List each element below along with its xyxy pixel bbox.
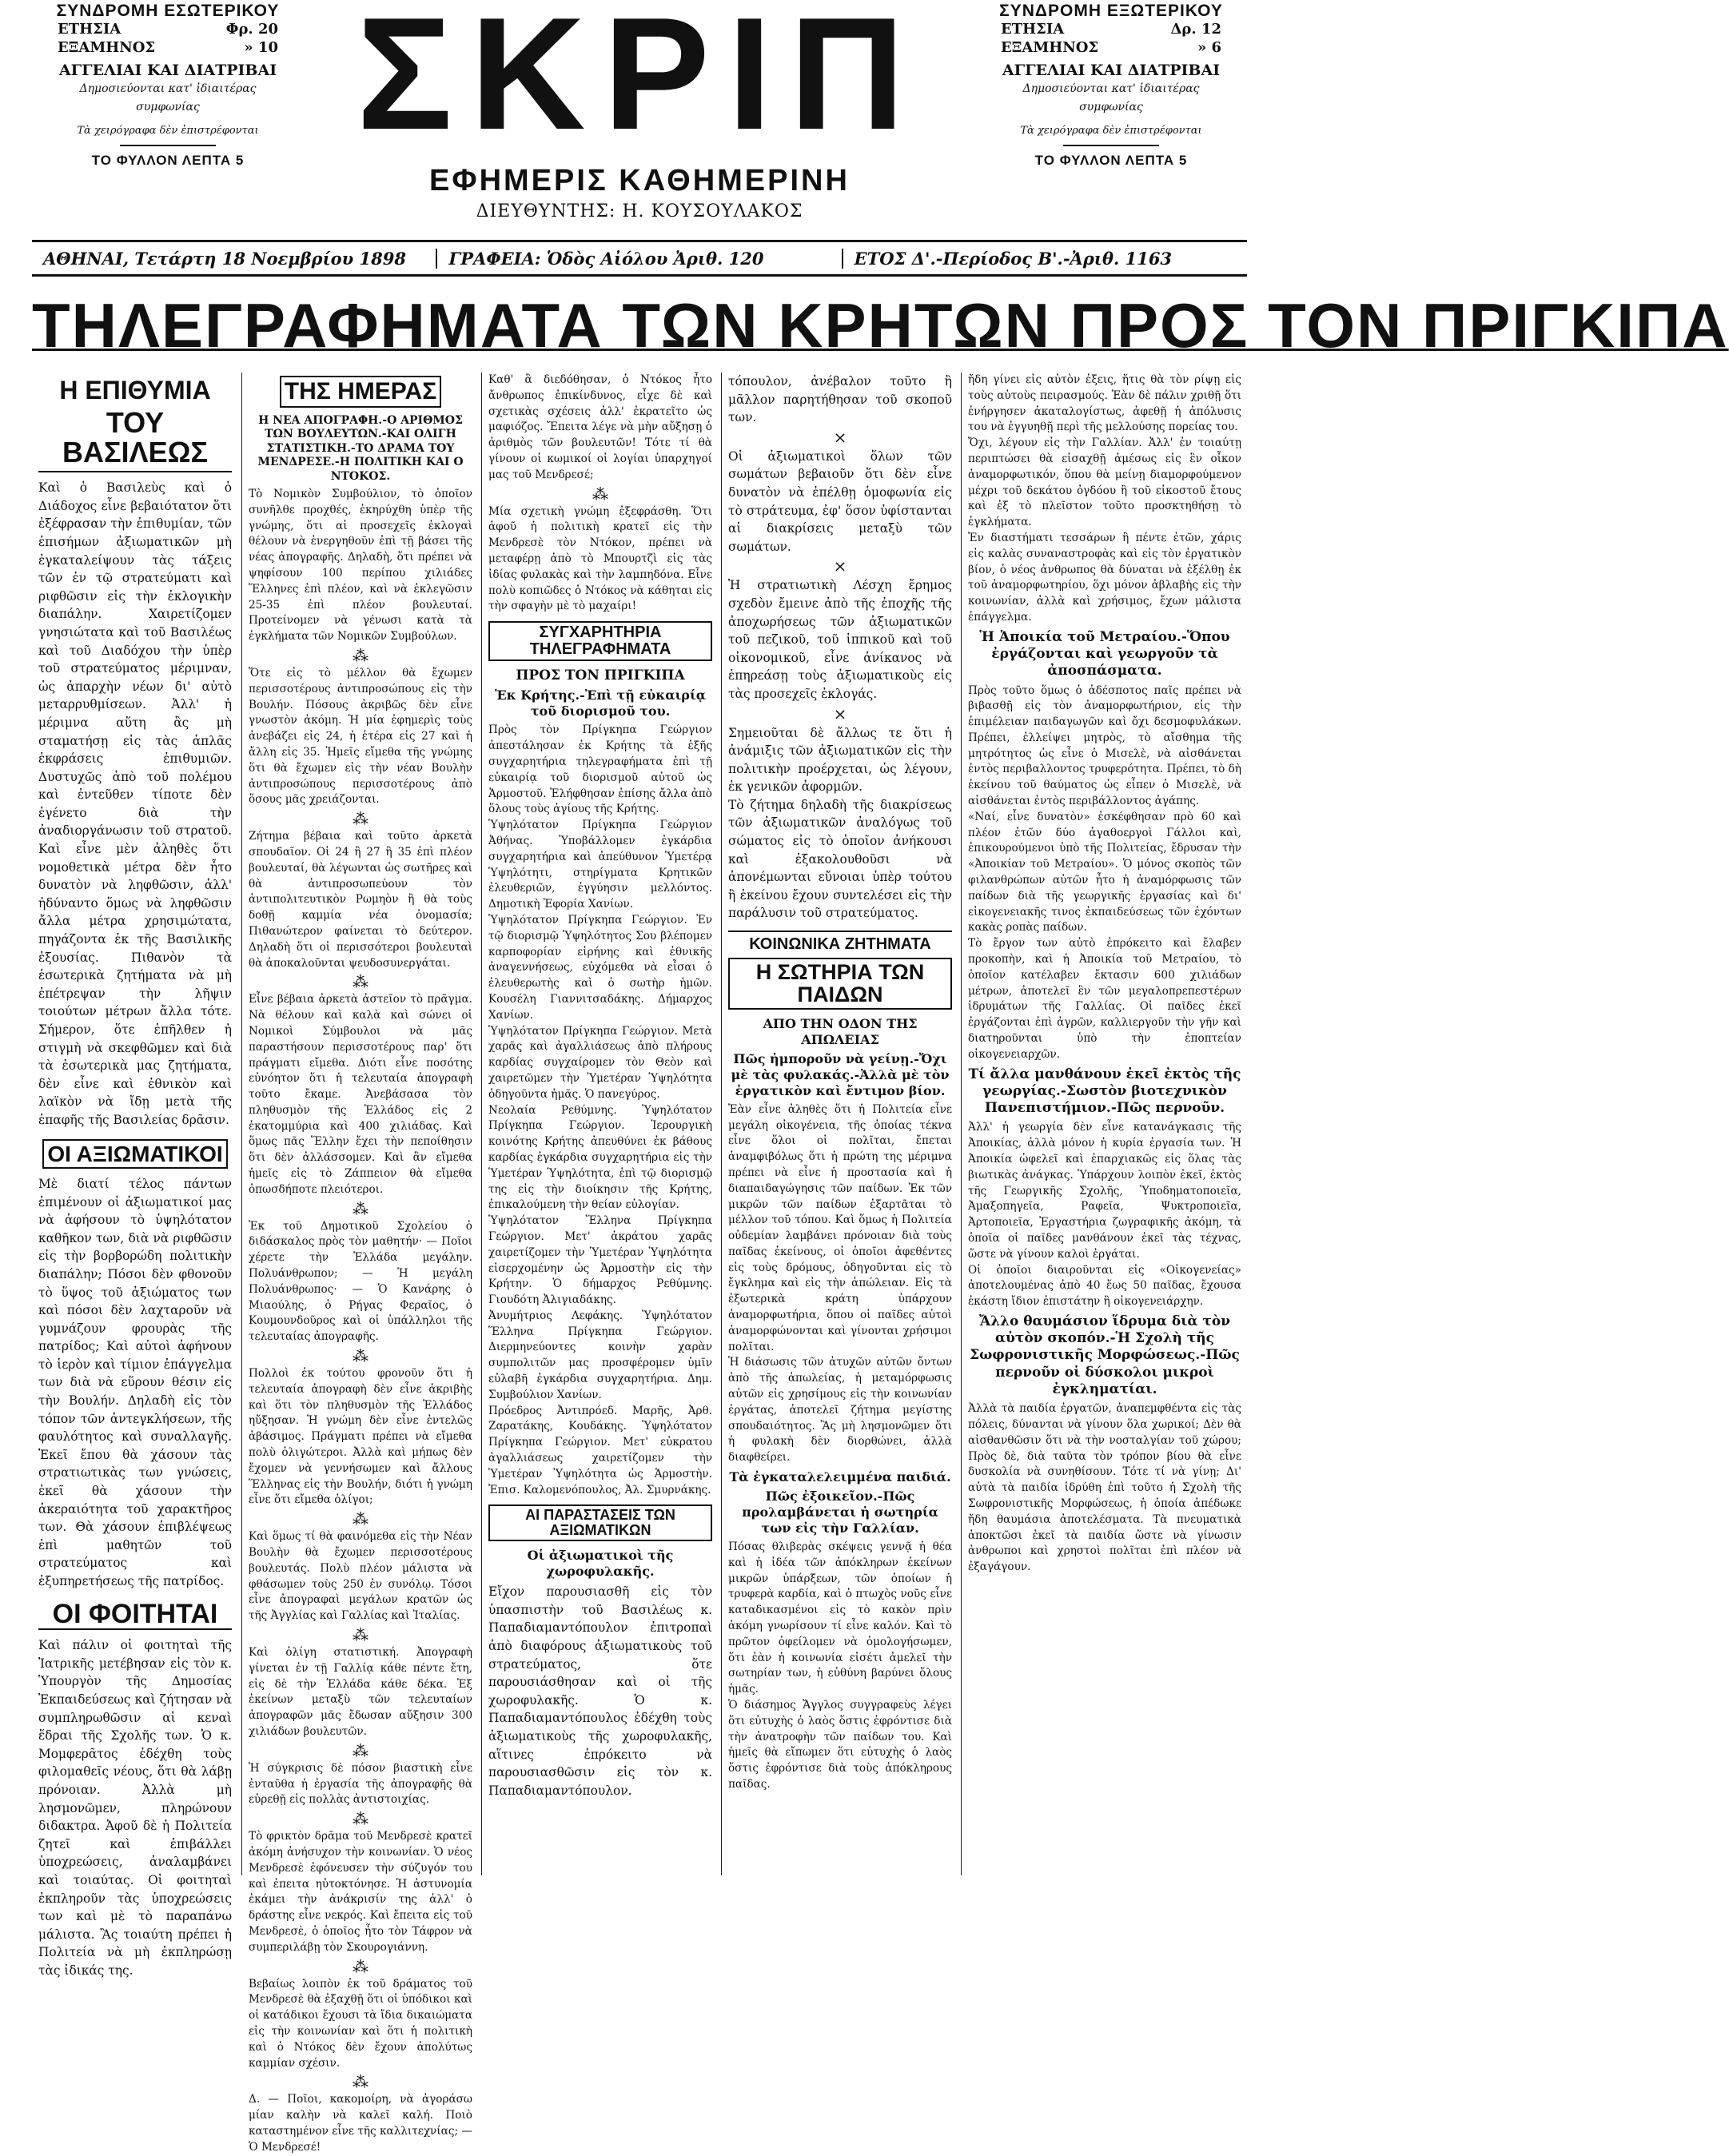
annual-label: ΕΤΗΣΙΑ xyxy=(58,21,122,38)
article-text: ἤδη γίνει εἰς αὐτὸν ἐξεις, ἥτις θὰ τὸν ρίψῃ εἰς τοὺς αὐτοὺς πειρασμούς. Ἐὰν δὲ πάλιν χριθῇ ὅτι ἐνήργησεν ἀκαταλογίστως, ἀφεθῇ ἡ ἀπόλυσις του νὰ ἐγγυηθῇ περὶ τῆς μελλούσης πορείας του. xyxy=(968,373,1241,434)
section-ornament: ⁂ xyxy=(353,1809,369,1829)
manuscripts-note-left: Τὰ χειρόγραφα δὲν ἐπιστρέφονται xyxy=(77,125,259,137)
section-ornament: ⁂ xyxy=(353,972,369,992)
article-text: Τὸ φρικτὸν δρᾶμα τοῦ Μενδρεσὲ κρατεῖ ἀκόμη ἀνήσυχον τὴν κοινωνίαν. Ὁ νέος Μενδρεσὲ ἐφόνευσεν τὴν σύζυγόν του καὶ ἐπειτα ηὐτοκτόνησε. Ἡ ἀστυνομία ἐκάμει τὴν ἀνάκρισίν της ἀλλ' ὁ δράστης εἶνε νεκρός. Καὶ ἔπειτα εἰς τοῦ Μενδρεσὲ, ὁ ὁποῖος ἦτο τὸν Τάφρον νὰ συμπεριλάβῃ τὸν Σκουρογιάννη. xyxy=(249,1830,472,1954)
section-ornament: ⁂ xyxy=(353,809,369,829)
article-heading: Η ΕΠΙΘΥΜΙΑ xyxy=(59,376,211,404)
article-text: Μὲ διατί τέλος πάντων ἐπιμένουν οἱ ἀξιωματικοί μας νὰ ἀφήσουν τὸ ὑψηλότατον καθῆκον των, διὰ νὰ ριφθῶσιν εἰς τὴν βορβορώδη πολιτικὴν διαπάλην; Πόσοι δὲν φθονοῦν τὸ ὕψος τοῦ ἀξιώματος των καὶ πόσοι δὲν λαχταροῦν νὰ γυμνάζουν φρουρὰς τῆς πατρίδος; Καὶ αὐτοὶ ἀφήνουν τὸ ἱερὸν καὶ τίμιον ἐπάγγελμα των διὰ νὰ εὕρουν θέσιν εἰς τὴν Βουλήν. Δηλαδὴ εἰς τὸν τόπον τῶν ἀντεγκλήσεων, τῆς φαυλότητος καὶ συναλλαγῆς. Ἐκεῖ ἔπου θὰ χάσουν τὰς στρατιωτικὰς των γνώσεις, ἐκεῖ θὰ χάσουν τὴν ἀκεραιότητα τοῦ χαρακτῆρος των. Θὰ χάσουν ἐπιβλέψεως ἐπὶ μαθητῶν τοῦ στρατεύματος καὶ ἐξυπηρετήσεως τῆς πατρίδος. xyxy=(38,1176,232,1589)
annual-price: Δρ. 12 xyxy=(1170,21,1221,38)
article-text: Ἡ διάσωσις τῶν ἀτυχῶν αὐτῶν ὄντων ἀπὸ τῆς ἀπωλείας, ἡ μεταμόρφωσις αὐτῶν εἰς χρησίμους εἰς τὴν κοινωνίαν ἐργάτας, ἀποτελεῖ ζήτημα μεγίστης σπουδαιότητος. Ἂς μὴ λησμονῶμεν ὅτι ἡ φυλακὴ δὲν διορθώνει, ἀλλὰ διαφθείρει. xyxy=(728,1356,952,1465)
article-text: Τὸ Νομικὸν Συμβούλιον, τὸ ὁποῖον συνῆλθε προχθές, ἐκηρύχθη ὑπὲρ τῆς γνώμης, ὅτι αἱ προσεχεῖς ἐκλογαὶ θέλουν νὰ ἐνεργηθοῦν ἐπὶ τῇ βάσει τῆς νέας ἀπογραφῆς. Δηλαδὴ, ὅτι πρέπει νὰ ψηφίσουν 100 περίπου χιλιάδες Ἕλληνες ἐπὶ πλέον, καὶ νὰ ἐκλεγῶσιν 25-35 ἐπὶ πλέον βουλευταί. Προτείνομεν νὰ γένωσι κατὰ τὰ ἐγκλήματα τῶν Νομικῶν Συμβούλων. xyxy=(249,488,472,644)
section-ornament: × xyxy=(833,427,847,447)
section-ornament: ⁂ xyxy=(353,1740,369,1760)
six-month-label: ΕΞΑΜΗΝΟΣ xyxy=(1001,39,1099,56)
dateline-offices: ΓΡΑΦΕΙΑ: Ὁδὸς Αἰόλου Ἀριθ. 120 xyxy=(436,249,841,269)
article-text: Πρὸς τὸν Πρίγκηπα Γεώργιον ἀπεστάλησαν ἐκ Κρήτης τὰ ἑξῆς συγχαρητήρια τηλεγραφήματα ἐπὶ τῇ εὐκαιρίᾳ τοῦ διορισμοῦ αὐτοῦ ὡς Ἁρμοστοῦ. Ἐλήφθησαν ἐπίσης ἄλλα ἀπὸ ὅλους τοὺς ἁγίους τῆς Κρήτης. xyxy=(488,723,712,816)
article-text: Ὅτε εἰς τὸ μέλλον θὰ ἔχωμεν περισσοτέρους ἀντιπροσώπους εἰς τὴν Βουλήν. Πόσους ἀκριβῶς δὲν εἶνε γνωστὸν ἀκόμη. Ἡ μία ἐφημερὶς τοὺς ἀνεβάζει εἰς 24, ἡ ἑτέρα εἰς 27 καὶ ἡ ἄλλη εἰς 35. Ἡμεῖς εἴμεθα τῆς γνώμης ὅτι θὰ ἔχωμεν εἰς τὴν νέαν Βουλὴν ἀντιπροσώπους περισσοτέρους ἀπὸ ὅσους μᾶς χρειάζονται. xyxy=(249,666,472,807)
article-subheading: Τί ἄλλα μανθάνουν ἐκεῖ ἐκτὸς τῆς γεωργίας.-Σωστὸν βιοτεχνικὸν Πανεπιστήμιον.-Πῶς περνοῦν. xyxy=(968,1066,1241,1117)
article-text: Πρόεδρος Ἀντιπρόεδ. Μαρῆς, Ἀρθ. Ζαρατάκης, Κουδάκης. Ὑψηλότατον Πρίγκηπα Γεώργιον. Μετ' εὐκρατου ἀγαλλιάσεως χαιρετίζομεν τὴν Ὑμετέραν Ὑψηλότητα ὡς Ἁρμοστὴν. Ἐπισ. Καλομενόπουλος, Ἀλ. Σμυρνάκης. xyxy=(488,1404,712,1496)
article-heading: ΠΡΟΣ ΤΟΝ ΠΡΙΓΚΙΠΑ xyxy=(516,668,685,684)
article-text: Ἡ σύγκρισις δὲ πόσον βιαστικὴ εἶνε ἐνταῦθα ἡ ἐργασία τῆς ἀπογραφῆς θὰ εὑρεθῇ εἰς πολλὰς ἀντιστοιχίας. xyxy=(249,1761,472,1807)
article-text: Πολλοὶ ἐκ τούτου φρονοῦν ὅτι ἡ τελευταία ἀπογραφὴ δὲν εἶνε ἀκριβὴς καὶ ὅτι τὸν πληθυσμὸν τῆς Ἑλλάδος ηὔξησαν. Ἡ γνώμη δὲν εἶνε ἐντελῶς ἀβάσιμος. Πράγματι πρέπει νὰ εἴμεθα πολὺ ὀλιγώτεροι. Ἀλλὰ καὶ μήπως δὲν ἔχομεν νὰ γεννήσωμεν καὶ ἄλλους Ἕλληνας εἰς τὴν Βουλήν, διότι ἡ γνώμη εἶνε ὅτι εἴμεθα ὀλίγοι; xyxy=(249,1367,472,1507)
article-text: Ὄχι, λέγουν εἰς τὴν Γαλλίαν. Ἀλλ' ἐν τοιαύτῃ περιπτώσει θὰ εἰσαχθῇ ἀμέσως εἰς ἓν οἶκον ἀναμορφωτικόν, ὅπου θὰ μείνῃ διαμορφούμενον μέχρι τοῦ δεκάτου ὀγδόου ἢ τοῦ εἰκοστοῦ ἔτους καὶ ἐξ τὸ πλεῖστον τοῦτο προσκτηθήσῃ τὸ ἐγκλήματα. xyxy=(968,436,1241,529)
article-text: Τὸ ζήτημα δηλαδὴ τῆς διακρίσεως τῶν ἀξιωματικῶν ἀναλόγως τοῦ σώματος εἰς τὸ ὁποῖον ἀνήκουσι καὶ ἐξακολουθοῦσι νὰ ἀπονέμωνται εὔνοιαι ὑπὲρ τούτου ἢ ἐκείνου ἔχουν συντελέσει εἰς τὴν παράλυσιν τοῦ στρατεύματος. xyxy=(728,797,952,921)
section-heading: ΚΟΙΝΩΝΙΚΑ ΖΗΤΗΜΑΤΑ xyxy=(728,931,952,953)
article-text: Καὶ ὀλίγη στατιστική. Ἀπογραφὴ γίνεται ἐν τῇ Γαλλίᾳ κάθε πέντε ἔτη, εἰς δὲ τὴν Ἑλλάδα κάθε δέκα. Ἐξ ἐκείνων μεταξὺ τῶν τελευταίων ἀπογραφῶν μᾶς ἔδωσαν αὔξησιν 300 χιλιάδων βουλευτῶν. xyxy=(249,1646,472,1738)
article-subheading: Πῶς ἠμποροῦν νὰ γείνῃ.-Ὄχι μὲ τὰς φυλακάς.-Ἀλλὰ μὲ τὸν ἐργατικὸν καὶ ἔντιμον βίον. xyxy=(731,1050,950,1098)
article-subheading: Η ΝΕΑ ΑΠΟΓΡΑΦΗ.-Ο ΑΡΙΘΜΟΣ ΤΩΝ ΒΟΥΛΕΥΤΩΝ.-ΚΑΙ ΟΛΙΓΗ ΣΤΑΤΙΣΤΙΚΗ.-ΤΟ ΔΡΑΜΑ ΤΟΥ ΜΕΝΔΡΕΣΕ.-Η ΠΟΛΙΤΙΚΗ ΚΑΙ Ο ΝΤΟΚΟΣ. xyxy=(257,413,464,483)
six-month-label: ΕΞΑΜΗΝΟΣ xyxy=(58,39,156,56)
section-ornament: ⁂ xyxy=(353,645,369,665)
six-month-price: » 6 xyxy=(1197,39,1221,56)
article-text: τόπουλον, ἀνέβαλον τοῦτο ἢ μᾶλλον παρητήθησαν τοῦ σκοποῦ των. xyxy=(728,374,952,425)
article-text: Καθ' ἃ διεδόθησαν, ὁ Ντόκος ἦτο ἄνθρωπος ἐπικίνδυνος, εἶχε δὲ καὶ σχετικὰς σχέσεις ἀλλ' ἐκρατεῖτο ὡς μαφιόζος. Ἔπειτα λέγε νὰ μὴν αὔξησῃ ὁ ἀριθμὸς τῶν βουλευτῶν! Τότε τί θὰ γίνουν οἱ κωμικοί οἱ λογίαι ὑπαρχηγοί μας τοῦ Μενδρεσέ; xyxy=(488,373,712,481)
section-ornament: ⁂ xyxy=(592,484,608,504)
annual-label: ΕΤΗΣΙΑ xyxy=(1001,21,1065,38)
article-text: Δ. — Ποῖοι, κακομοίρη, νὰ ἀγοράσω μίαν καλὴν νὰ καλεῖ καλή. Ποιὸ καταστημένον εἶνε τῆς καλλιτεχνίας; — Ὁ Μενδρεσέ! xyxy=(249,2093,472,2154)
article-subheading: Πῶς ἐξοικεῖον.-Πῶς προλαμβάνεται ἡ σωτηρία των εἰς τὴν Γαλλίαν. xyxy=(742,1488,938,1536)
article-text: Ὑψηλότατον Ἕλληνα Πρίγκηπα Γεώργιον. Μετ' ἀκράτου χαρᾶς χαιρετίζομεν τὴν Ὑμετέραν Ὑψηλότητα εἰσερχομένην ὡς Ἁρμοστὴν εἰς τὴν Κρήτην. Ὁ δήμαρχος Ρεθύμνης. Γιουδότη Ἀλιγιαδάκης. xyxy=(488,1214,712,1307)
article-text: Μία σχετικὴ γνώμη ἐξεφράσθη. Ὅτι ἀφοῦ ἡ πολιτικὴ κρατεῖ εἰς τὴν Μενδρεσὲ τὸν Ντόκον, πρέπει νὰ μεταφέρῃ ἀπὸ τὸ Μπουρτζὶ εἰς τὰς ἰδίας φυλακὰς καὶ τὴν λαμπηδόνα. Εἶνε πολὺ κοπιῶδες ὁ Ντόκος νὰ κάθηται εἰς τὴν σφαγὴν μὲ τὸ μαχαίρι! xyxy=(488,504,712,613)
article-text: Καὶ ὁ Βασιλεὺς καὶ ὁ Διάδοχος εἶνε βεβαιότατον ὅτι ἐξέφρασαν τὴν ἐπιθυμίαν, τῶν ἐπισήμων ἀξιωματικῶν μὴ ἐγκαταλείψουν τὰς τάξεις τῶν ἐν τῷ στρατεύματι καὶ ριφθῶσιν εἰς τὴν ἐκλογικὴν διαπάλην. Χαιρετίζομεν γνησιώτατα καὶ τοῦ Βασιλέως καὶ τοῦ Διαδόχου τὴν ὑπὲρ τοῦ στρατεύματος μέριμναν, ὡς ἀπαρχὴν νέων δι' αὐτὸ μεταρρυθμίσεων. Ἀλλ' ἡ μέριμνα αὕτη ἂς μὴ σταματήσῃ εἰς τὰς ἁπλᾶς ἐκφράσεις ἐπιθυμιῶν. Δυστυχῶς ἀπὸ τοῦ πολέμου καὶ ἐντεῦθεν τίποτε δὲν ἐγένετο διὰ τὴν ἀναδιοργάνωσιν τοῦ στρατοῦ. Καὶ εἶνε μὲν ἀληθὲς ὅτι νομοθετικὰ μέτρα δὲν ἦτο δυνατὸν νὰ ληφθῶσιν, ἀλλ' ἠδύναντο ὅμως νὰ ληφθῶσιν ἄλλα μέτρα χρησιμώτατα, πηγάζοντα ἐκ τῆς Βασιλικῆς ἐξουσίας. Πιθανὸν τὰ ἐσωτερικὰ ζητήματα νὰ μὴ ἐπέτρεψαν τὴν λῆψιν τοιούτων μέτρων ἄλλα τότε. Σήμερον, ὅτε ἐπῆλθεν ἡ στιγμὴ νὰ σκεφθῶμεν καὶ διὰ τὰ ἐσωτερικὰ μας ζητήματα, δὲν εἶνε καὶ ἐθνικὸν καὶ λαϊκὸν νὰ ἴδῃ μετὰ τῆς ἐπαφῆς τῆς Βασιλείας δρᾶσιν. xyxy=(38,480,232,1127)
six-month-price-row-right xyxy=(991,38,1231,57)
article-heading: ΤΟΥ ΒΑΣΙΛΕΩΣ xyxy=(38,408,232,473)
section-ornament: ⁂ xyxy=(353,1625,369,1644)
section-ornament: ⁂ xyxy=(353,1509,369,1529)
article-columns xyxy=(32,373,1247,2154)
column-1 xyxy=(32,373,238,1978)
six-month-price: » 10 xyxy=(244,39,278,56)
manuscripts-note-right: Τὰ χειρόγραφα δὲν ἐπιστρέφονται xyxy=(1020,125,1202,137)
article-heading: ΟΙ ΦΟΙΤΗΤΑΙ xyxy=(38,1600,232,1631)
article-text: Ὑψηλότατον Πρίγκηπα Γεώργιον. Μετὰ χαρᾶς καὶ ἀγαλλιάσεως ἀπὸ πλήρους καρδίας συγχαίρομεν τὸν Θεὸν καὶ χαιρετῶμεν τὴν Ὑμετέραν Ὑψηλότητα ὁδηγοῦντα ἡμᾶς. Ὁ πανεγύρος. xyxy=(488,1024,712,1101)
ads-label-left: ΑΓΓΕΛΙΑΙ ΚΑΙ ΔΙΑΤΡΙΒΑΙ xyxy=(58,62,277,79)
article-text: Ἡ στρατιωτικὴ Λέσχη ἔρημος σχεδὸν ἔμεινε ἀπὸ τῆς ἐποχῆς τῆς ἀποχωρήσεως τῶν ἀξιωματικῶν τοῦ πεζικοῦ, τοῦ ἱππικοῦ καὶ τοῦ οἰκονομικοῦ, εἶνε ἀνίκανος νὰ ἐπηρεάσῃ τοὺς ἀξιωματικοὺς εἰς τὰς προσεχεῖς ἐκλογάς. xyxy=(728,578,952,701)
issue-price-right: ΤΟ ΦΥΛΛΟΝ ΛΕΠΤΑ 5 xyxy=(1034,153,1188,168)
article-heading xyxy=(38,1139,232,1169)
section-ornament: ⁂ xyxy=(353,2072,369,2092)
article-subheading: Ἡ Ἀποικία τοῦ Μετραίου.-Ὅπου ἐργάζονται καὶ γεωργοῦν τὰ ἀποσπάσματα. xyxy=(979,628,1230,679)
masthead-left-box xyxy=(48,2,288,169)
article-heading-box: ΑΙ ΠΑΡΑΣΤΑΣΕΙΣ ΤΩΝ ΑΞΙΩΜΑΤΙΚΩΝ xyxy=(488,1504,712,1541)
article-text: Ἀνυμήτριος Λεφάκης. Ὑψηλότατον Ἕλληνα Πρίγκηπα Γεώργιον. Διερμηνεύοντες κοινὴν χαρὰν συμπολιτῶν μας προσφέρομεν ὑμῖν εὐλαβῆ ἐγκάρδια συγχαρητήρια. Δημ. Συμβούλιον Χανίων. xyxy=(488,1309,712,1401)
masthead xyxy=(48,0,1231,240)
article-subheading: Τὰ ἐγκαταλελειμμένα παιδιά. xyxy=(729,1469,951,1485)
newspaper-title: ΣΚΡΙΠ xyxy=(357,0,922,163)
annual-price: Φρ. 20 xyxy=(225,21,278,38)
ornament-divider xyxy=(120,145,216,146)
article-heading xyxy=(249,376,472,408)
dateline-date: ΑΘΗΝΑΙ, Τετάρτη 18 Νοεμβρίου 1898 xyxy=(43,248,407,269)
issue-price-left: ΤΟ ΦΥΛΛΟΝ ΛΕΠΤΑ 5 xyxy=(91,153,245,168)
newspaper-director: ΔΙΕΥΘΥΝΤΗΣ: Η. ΚΟΥΣΟΥΛΑΚΟΣ xyxy=(476,201,803,221)
dateline-bar xyxy=(32,240,1247,277)
article-heading-box: Η ΣΩΤΗΡΙΑ ΤΩΝ ΠΑΙΔΩΝ xyxy=(728,958,952,1010)
ads-note-left: Δημοσιεύονται κατ' ἰδιαιτέρας συμφωνίας xyxy=(79,82,257,114)
article-heading xyxy=(488,1504,712,1541)
column-4 xyxy=(721,373,958,1875)
newspaper-subtitle: ΕΦΗΜΕΡΙΣ ΚΑΘΗΜΕΡΙΝΗ xyxy=(429,164,850,197)
subscription-title-left: ΣΥΝΔΡΟΜΗ ΕΣΩΤΕΡΙΚΟΥ xyxy=(56,2,280,20)
column-2 xyxy=(241,373,479,2154)
annual-price-row-right xyxy=(991,20,1231,38)
article-text: Εἶνε βέβαια ἀρκετὰ ἀστεῖον τὸ πρᾶγμα. Νὰ θέλουν καὶ καλὰ καὶ σώνει οἱ Νομικοὶ Σύμβουλοι νὰ μᾶς παραστήσουν περισσοτέρους παρ' ὅτι πράγματι εἴμεθα. Διότι εἶνε ποσότης εὐνόητον ὅτι ἡ τελευταία ἀπογραφὴ τοῦτο ἔκαμε. Ἀνεβάσασα τὸν πληθυσμὸν τῆς Ἑλλάδος εἰς 2 ἑκατομμύρια καὶ 400 χιλιάδας. Καὶ ὅμως πᾶς Ἕλλην ἔχει τὴν πεποίθησιν ὅτι δὲν ἀλλάσσομεν. Καὶ ἂν εἴμεθα ἡμεῖς εἰς τὸ Ζάππειον θὰ εἴμεθα ὁπωσδήποτε πλειότεροι. xyxy=(249,993,472,1196)
section-ornament: ⁂ xyxy=(353,1956,369,1976)
section-ornament: × xyxy=(833,556,847,576)
article-text: Καὶ πάλιν οἱ φοιτηταὶ τῆς Ἰατρικῆς μετέβησαν εἰς τὸν κ. Ὑπουργὸν τῆς Δημοσίας Ἐκπαιδεύσεως καὶ ζήτησαν νὰ συμπληρωθῶσιν αἱ κεναὶ ἕδραι τῆς Σχολῆς των. Ὁ κ. Μομφερᾶτος ἐδέχθη τοὺς φιλομαθεῖς νέους, ὅτι θὰ λάβῃ πρόνοιαν. Ἀλλὰ μὴ λησμονῶμεν, πληρώνουν διδακτρα. Ἀφοῦ δὲ ἡ Πολιτεία ζητεῖ καὶ ἐπιβάλλει ὑποχρεώσεις, ἀναλαμβάνει καὶ τοιαύτας. Οἱ φοιτηταὶ ἐκπληροῦν τὰς ὑποχρεώσεις των καὶ μὲ τὸ παραπάνω μάλιστα. Ἂς τοιαύτη πρέπει ἡ Πολιτεία νὰ μὴ ἐκπληρώσῃ τὰς ἰδικάς της. xyxy=(38,1638,232,1978)
six-month-price-row-left xyxy=(48,38,288,57)
article-text: «Ναί, εἶνε δυνατὸν» ἐσκέφθησαν πρὸ 60 καὶ πλέον ἐτῶν δύο ἀγαθοεργοὶ Γάλλοι καὶ, ἐπικουρούμενοι ὑπὸ τῆς Πολιτείας, ἔδρυσαν τὴν «Ἀποικίαν τοῦ Μετραίου». Ὁ μόνος σκοπὸς τῶν φιλανθρώπων αὐτῶν ἦτο ἡ ἀναμόρφωσις τῶν παίδων διὰ τῆς γεωργικῆς ἐργασίας καὶ δι' εἰκογενειακῆς τινος ἐκπαιδεύσεως τῶν ἐχόντων κακὰς ροπὰς παίδων. xyxy=(968,810,1241,935)
dateline-issue: ΕΤΟΣ Δ'.-Περίοδος Β'.-Ἀριθ. 1163 xyxy=(842,249,1247,269)
section-ornament: ⁂ xyxy=(353,1198,369,1218)
article-subheading: Οἱ ἀξιωματικοὶ τῆς χωροφυλακῆς. xyxy=(527,1548,674,1580)
article-text: Βεβαίως λοιπὸν ἐκ τοῦ δράματος τοῦ Μενδρεσὲ θὰ ἐξαχθῇ ὅτι οἱ ὑπόδικοι καὶ οἱ κατάδικοι ἔχουσι τὰ ἴδια δικαιώματα εἰς τὴν κοινωνίαν καὶ ὅτι ἡ πολιτικὴ καὶ ὁ Ντόκος δὲν ἔχουν ἀπολύτως καμμίαν σχέσιν. xyxy=(249,1977,472,2070)
ads-note-right: Δημοσιεύονται κατ' ἰδιαιτέρας συμφωνίας xyxy=(1022,82,1200,114)
article-heading xyxy=(488,621,712,661)
annual-price-row-left xyxy=(48,20,288,38)
article-text: Τὸ ἔργον των αὐτὸ ἐπρόκειτο καὶ ἔλαβεν προκοπὴν, καὶ ἡ Ἀποικία τοῦ Μετραίου, τὸ ὁποῖον κατέλαβεν ἔκτασιν 600 χιλιάδων μέτρων, ἀποτελεῖ ἓν τῶν μεγαλοπρεπεστέρων ἱδρυμάτων τῆς Γαλλίας. Οἱ παῖδες ἐκεῖ ἐργάζονται ἐπὶ ἀγρῶν, καλλιεργοῦν τὴν γῆν καὶ διατηροῦνται ὑπὸ τὴν ἐποπτείαν οἰκογενειαρχῶν. xyxy=(968,937,1241,1061)
section-ornament: × xyxy=(833,703,847,723)
article-text: Ὑψηλότατον Πρίγκηπα Γεώργιον Ἀθήνας. Ὑποβάλλομεν ἐγκάρδια συγχαρητήρια καὶ ἀπεύθυνον Ὑμετέρᾳ Ὑψηλότητι, στηρίγματα Κρητικῶν ἐλευθεριῶν, ἐγγύησιν μελλόντος. Δημοτικὴ Ἐφορία Χανίων. xyxy=(488,819,712,911)
article-text: Ἐν διαστήματι τεσσάρων ἢ πέντε ἐτῶν, χάρις εἰς καλὰς συναναστροφὰς καὶ εἰς τὸν ἐργατικὸν βίον, ὁ νέος ἀνθρωπος θὰ δύναται νὰ ἐξέλθῃ ἐκ τοῦ ἀναμορφωτηρίου, ὅχι μόνον ἀβλαβὴς εἰς τὴν κοινωνίαν, ἀλλὰ καὶ χρήσιμος, ἔχων μάλιστα ἐπάγγελμα. xyxy=(968,531,1241,624)
article-text: Εἴχον παρουσιασθῆ εἰς τὸν ὑπασπιστὴν τοῦ Βασιλέως κ. Παπαδιαμαντόπουλον ἐπιτροπαὶ ἀπὸ διαφόρους ἀξιωματικοὺς τοῦ στρατεύματος, ὅτε παρουσιάσθησαν καὶ οἱ τῆς χωροφυλακῆς. Ὁ κ. Παπαδιαμαντόπουλος ἐδέχθη τοὺς ἀξιωματικοὺς τῆς χωροφυλακῆς, αἵτινες ἐπρόκειτο νὰ παρουσιασθῶσιν εἰς τὸν κ. Παπαδιαμαντόπουλον. xyxy=(488,1584,712,1798)
article-text: Ἀλλὰ τὰ παιδία ἐργατῶν, ἀναπεμφθέντα εἰς τὰς πόλεις, δύνανται νὰ γίνουν ὅλα χωρικοί; Δὲν θὰ αἰσθανθῶσιν ὅτι νὰ τὴν νοσταλγίαν τοῦ χώρου; Πρὸς δὲ, διὰ ταῦτα τὸν τρόπον βίου θὰ εἶνε δυσκολία νὰ συνηθίσουν. Τότε τί νὰ γίνῃ; Δι' αὐτὰ τὰ παιδία ἱδρύθη ἐπὶ τοῦτο ἡ Σχολὴ τῆς Σωφρονιστικῆς Μορφώσεως, ἡ ὁποία ἀπέδωκε ἤδη θαυμάσια ἀποτελέσματα. Τὰ πνευματικὰ ἀποκτῶσι ἐκεῖ τὰ παιδία ὥστε νὰ γίνωσιν ἀνθρωποι καὶ χρηστοὶ πολῖται ἐπὶ πλέον νὰ ἐξαγάγουν. xyxy=(968,1402,1241,1574)
article-text: Ὑψηλότατον Πρίγκηπα Γεώργιον. Ἐν τῷ διορισμῷ Ὑψηλότητος Σου βλέπομεν καρποφορίαν εἰρήνης καὶ ἐθνικῆς ἀναγεννήσεως, εὐχόμεθα νὰ εἶσαι ὁ ἐλευθερωτὴς καὶ ὁ σωτὴρ ἡμῶν. Κουσέλη Γιαννιτσαδάκης. Δήμαρχος Χανίων. xyxy=(488,913,712,1022)
article-text: Νεολαία Ρεθύμνης. Ὑψηλότατον Πρίγκηπα Γεώργιον. Ἱερουργικὴ κοινότης Κρήτης ἀπευθύνει ἐκ βάθους καρδίας ἐγκάρδια συγχαρητήρια εἰς τὴν Ὑμετέραν Ὑψηλότητα, ἐπὶ τῷ διορισμῷ της εἰς τὴν διοίκησιν τῆς Κρήτης, ἐπικαλούμενη τὴν θείαν εὐλογίαν. xyxy=(488,1103,712,1212)
section-ornament: ⁂ xyxy=(353,1346,369,1366)
article-text: Ζήτημα βέβαια καὶ τοῦτο ἀρκετὰ σπουδαῖον. Οἱ 24 ἢ 27 ἢ 35 ἐπὶ πλέον βουλευταί, θὰ λέγωνται ὡς σωτῆρες καὶ θὰ ἀντιπροσωπεύουν τὸν ἀντιπολιτευτικὸν Ρωμηὸν ἢ θὰ τοὺς δοθῇ καμμία νέα ὀνομασία; Πιθανώτερον φαίνεται τὸ δεύτερον. Δηλαδὴ ὅτι οἱ περισσότεροι βουλευταὶ θὰ ἀποκαλοῦνται ψευδοσυνεργάται. xyxy=(249,830,472,970)
article-subheading: Ἄλλο θαυμάσιον ἵδρυμα διὰ τὸν αὐτὸν σκοπόν.-Ἡ Σχολὴ τῆς Σωφρονιστικῆς Μορφώσεως.-Πῶς περνοῦν οἱ δύσκολοι μικροὶ ἐγκληματίαι. xyxy=(970,1313,1240,1397)
main-headline: ΤΗΛΕΓΡΑΦΗΜΑΤΑ ΤΩΝ ΚΡΗΤΩΝ ΠΡΟΣ ΤΟΝ ΠΡΙΓΚΙΠΑ xyxy=(32,290,1729,361)
article-subheading: Ἐκ Κρήτης.-Ἐπὶ τῇ εὐκαιρίᾳ τοῦ διορισμοῦ του. xyxy=(494,687,706,719)
article-text: Ὁ διάσημος Ἄγγλος συγγραφεὺς λέγει ὅτι εὐτυχὴς ὁ λαὸς ὅστις ἐφρόντισε διὰ τὴν ἀνατροφὴν τῶν παίδων του. Καὶ ἡμεῖς θὰ εἴπωμεν ὅτι εὐτυχὴς ὁ λαὸς ὅστις ἐφρόντισε διὰ τοὺς ἀπόκληρους παῖδας. xyxy=(728,1699,952,1791)
article-text: Οἱ ἀξιωματικοὶ ὅλων τῶν σωμάτων βεβαιοῦν ὅτι δὲν εἶνε δυνατὸν νὰ ἐπέλθῃ ὁμοφωνία εἰς τὸ στράτευμα, ἐφ' ὅσον ὑφίστανται αἱ διακρίσεις μεταξὺ τῶν σωμάτων. xyxy=(728,448,952,554)
article-text: Πόσας θλιβερὰς σκέψεις γεννᾷ ἡ θέα καὶ ἡ ἰδέα τῶν ἀπόκληρων ἐκείνων μικρῶν ὑπάρξεων, τῶν ὁποίων ἡ τρυφερὰ καρδία, καὶ ὁ πτωχὸς νοῦς εἶνε καταδικασμένοι εἰς τὸ κακὸν πρὶν ἀκόμη γνωρίσουν τί εἶνε καλόν. Καὶ τὸ πρῶτον ὀφείλομεν νὰ ὁμολογήσωμεν, ὅτι ἐὰν ἡ κοινωνία εἰσέτι ἀμελεῖ τὴν σωτηρίαν των, ἡ εὐθύνη βαρύνει ὅλους ἡμᾶς. xyxy=(728,1540,952,1696)
column-3 xyxy=(481,373,719,1875)
ornament-divider xyxy=(1063,145,1159,146)
column-5 xyxy=(961,373,1248,1875)
article-heading: ΑΠΟ ΤΗΝ ΟΔΟΝ ΤΗΣ ΑΠΩΛΕΙΑΣ xyxy=(763,1015,918,1047)
article-heading xyxy=(728,958,952,1010)
subscription-title-right: ΣΥΝΔΡΟΜΗ ΕΞΩΤΕΡΙΚΟΥ xyxy=(999,2,1223,20)
article-heading-box: ΣΥΓΧΑΡΗΤΗΡΙΑ ΤΗΛΕΓΡΑΦΗΜΑΤΑ xyxy=(488,621,712,661)
masthead-right-box xyxy=(991,2,1231,169)
article-text: Σημειοῦται δὲ ἄλλως τε ὅτι ἡ ἀνάμιξις τῶν ἀξιωματικῶν εἰς τὴν πολιτικὴν προέρχεται, ὡς λέγουν, ἐκ γενικῶν ἀφορμῶν. xyxy=(728,725,952,795)
article-text: Πρὸς τοῦτο ὅμως ὁ ἀδέσποτος παῖς πρέπει νὰ βιβασθῇ εἰς τὸν ἀναμορφωτήριον, εἰς τὴν ἐπιμέλειαν παιδαγωγῶν καὶ ὄχι δεσμοφυλάκων. Πρέπει, ἐλλείψει μητρὸς, τὸ αἴσθημα τῆς μητρότητος ὡς εἶνε ὁ Μισελὲ, νὰ αἰσθάνεται ἐντὸς περιβαλλοντος τρυφερότητα. Πρέπει, τὸ δὴ ἐκείνου τοῦ θαύματος ὡς εἶπεν ὁ Μισελὲ, νὰ αἰσθάνεται ἐντὸς περιβάλλοντος ἀγάπης. xyxy=(968,683,1241,808)
ads-label-right: ΑΓΓΕΛΙΑΙ ΚΑΙ ΔΙΑΤΡΙΒΑΙ xyxy=(1002,62,1221,79)
article-text: Οἱ ὁποῖοι διαιροῦνται εἰς «Οἰκογενείας» ἀποτελουμένας ἀπὸ 40 ἕως 50 παῖδας, ἔχουσα ἑκάστη ἴδιον ἐπιστάτην ἢ οἰκογενειάρχην. xyxy=(968,1263,1241,1309)
article-heading-box: ΟΙ ΑΞΙΩΜΑΤΙΚΟΙ xyxy=(42,1139,227,1169)
article-text: Ἀλλ' ἡ γεωργία δὲν εἶνε κατανάγκασις τῆς Ἀποικίας, ἀλλὰ μόνον ἡ κυρία ἐργασία των. Ἡ Ἀποικία ὠφελεῖ καὶ ἐπαρχιακῶς εἰς ὅλας τὰς βιωτικὰς ἀνάγκας. Ὑπάρχουν λοιπὸν ἐκεῖ, ἐκτὸς τῆς Γεωργικῆς Σχολῆς, Ὑποδηματοποιεῖα, Ἀμαξοπηγεῖα, Ραφεῖα, Ψυκτροποιεῖα, Ἀρτοποιεῖα, Ἐργαστήρια ζωγραφικῆς ἀκόμη, τὰ ὁποῖα οἱ παῖδες μανθάνουν ἐκεῖ τὰς τέχνας, ὥστε νὰ γίνουν καλοὶ ἐργάται. xyxy=(968,1121,1241,1261)
article-text: Ἐκ τοῦ Δημοτικοῦ Σχολείου ὁ διδάσκαλος πρὸς τὸν μαθητήν· — Ποῖοι χέρετε τὴν Ἑλλάδα μεγάλην. Πολυάνθρωπον; — Ἡ μεγάλη Πολυάνθρωπος· — Ὁ Κανάρης ὁ Μιαούλης, ὁ Ρήγας Φεραῖος, ὁ Κουμουνδοῦρος καὶ οἱ ὑπάλληλοι τῆς τελευταίας ἀπογραφῆς. xyxy=(249,1219,472,1344)
article-text: Καὶ ὅμως τί θὰ φαινόμεθα εἰς τὴν Νέαν Βουλὴν θὰ ἔχωμεν περισσοτέρους βουλευτάς. Πολὺ πλέον μάλιστα νὰ φθάσωμεν τοὺς 250 ἐν συνόλῳ. Τόσοι εἶνε ἀπογραφαὶ μεγάλων κρατῶν ὡς τῆς Ἀγγλίας καὶ Γαλλίας καὶ Ἰταλίας. xyxy=(249,1530,472,1623)
article-heading-box: ΤΗΣ ΗΜΕΡΑΣ xyxy=(280,376,441,408)
article-text: Ἐὰν εἶνε ἀληθὲς ὅτι ἡ Πολιτεία εἶνε μεγάλη οἰκογένεια, τῆς ὁποίας τέκνα εἶνε ὅλοι οἱ πολῖται, ἔπεται ἀναμφιβόλως ὅτι ἡ πρώτη της μέριμνα πρέπει νὰ εἶνε ἡ προστασία καὶ ἡ διαπαιδαγώγησις τῶν παίδων. Ἐκ τῶν μικρῶν τῶν παίδων ἐξαρτᾶται τὸ μέλλον τοῦ τόπου. Καὶ ὅμως ἡ Πολιτεία οὐδεμίαν λαμβάνει πρόνοιαν διὰ τοὺς παῖδας ἐκείνους, οἱ ὁποῖοι ἀφεθέντες εἰς τοὺς δρόμους, ὁδηγοῦνται εἰς τὸ ἔγκλημα καὶ εἰς τὴν ἀπώλειαν. Εἰς τὰ ἐξωτερικὰ κράτη ὑπάρχουν ἀναμορφωτήρια, ὅπου οἱ παῖδες αὐτοὶ ἀναμορφώνονται καὶ γίνονται χρήσιμοι πολῖται. xyxy=(728,1102,952,1353)
